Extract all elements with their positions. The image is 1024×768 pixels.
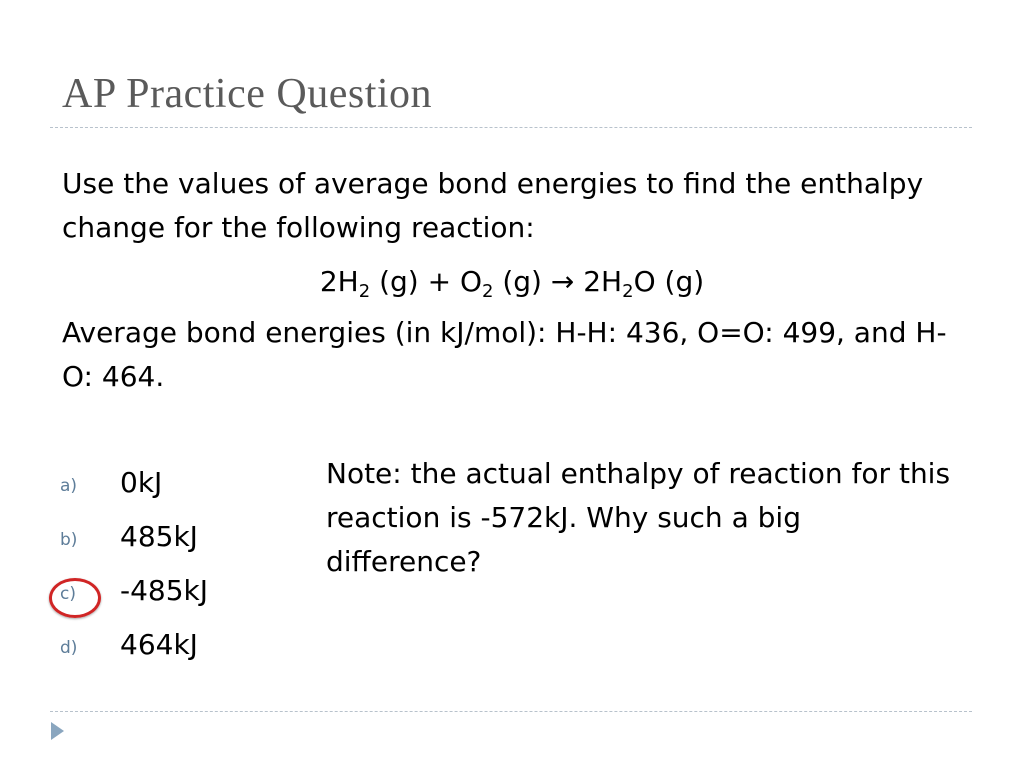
- choice-marker: d): [60, 638, 78, 658]
- choice-text: -485kJ: [120, 574, 209, 607]
- eq-subscript: 2: [358, 281, 371, 302]
- question-text: Use the values of average bond energies to find the enthalpy change for the following reaction:: [62, 167, 924, 244]
- reaction-equation: [0, 262, 1024, 302]
- eq-part: (g): [493, 265, 551, 298]
- choice-marker: c): [60, 584, 76, 604]
- slide-title: AP Practice Question: [62, 71, 433, 117]
- choice-text: 464kJ: [120, 628, 198, 661]
- bond-energies-text: Average bond energies (in kJ/mol): H-H: 436, O=O: 499, and H-O: 464.: [62, 316, 947, 393]
- choice-text: 0kJ: [120, 466, 163, 499]
- choice-marker: a): [60, 476, 78, 496]
- eq-part: 2H: [319, 265, 359, 298]
- note-text: Note: the actual enthalpy of reaction for this reaction is -572kJ. Why such a big difference?: [326, 457, 951, 578]
- choice-marker: b): [60, 530, 78, 550]
- footer-divider: [50, 711, 972, 712]
- choice-text: 485kJ: [120, 520, 198, 553]
- eq-subscript: 2: [482, 281, 494, 302]
- eq-part: O (g): [633, 265, 705, 298]
- eq-part: (g) + O: [370, 265, 482, 298]
- reaction-arrow-icon: →: [550, 265, 575, 298]
- title-divider: [50, 127, 972, 128]
- triangle-arrow-icon: [51, 722, 64, 740]
- eq-part: 2H: [574, 265, 623, 298]
- answer-circle-icon: [49, 578, 101, 618]
- eq-subscript: 2: [622, 281, 634, 302]
